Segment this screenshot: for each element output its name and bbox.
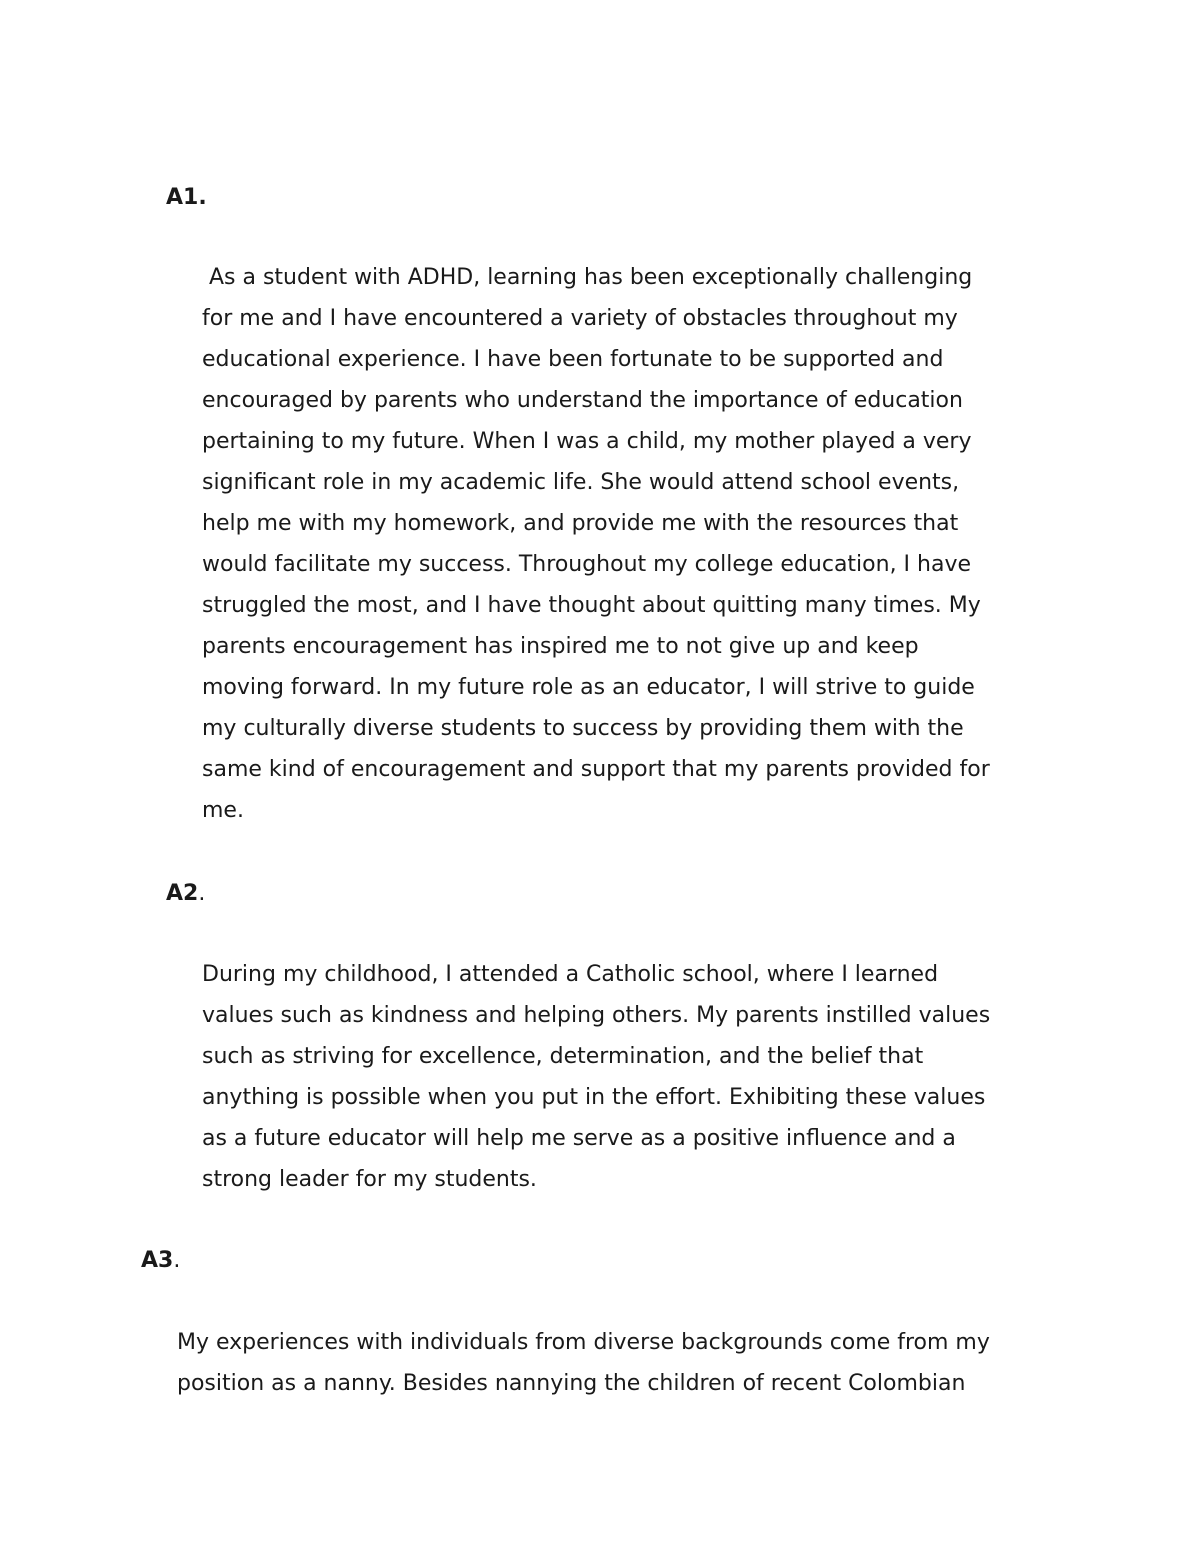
paragraph-line: encouraged by parents who understand the importance of education xyxy=(202,388,963,413)
paragraph-line: as a future educator will help me serve as a positive influence and a xyxy=(202,1126,956,1151)
paragraph-line: significant role in my academic life. She would attend school events, xyxy=(202,470,960,495)
paragraph-line: values such as kindness and helping others. My parents instilled values xyxy=(202,1003,991,1028)
section-heading-a3 xyxy=(141,1247,180,1275)
paragraph-line: parents encouragement has inspired me to not give up and keep xyxy=(202,634,919,659)
paragraph-line: My experiences with individuals from diverse backgrounds come from my xyxy=(177,1330,990,1355)
paragraph-line: anything is possible when you put in the effort. Exhibiting these values xyxy=(202,1085,986,1110)
paragraph-line: my culturally diverse students to success by providing them with the xyxy=(202,716,964,741)
paragraph-line: help me with my homework, and provide me with the resources that xyxy=(202,511,959,536)
paragraph-line: position as a nanny. Besides nannying the children of recent Colombian xyxy=(177,1371,966,1396)
paragraph-line: me. xyxy=(202,798,244,823)
paragraph-line: would facilitate my success. Throughout my college education, I have xyxy=(202,552,972,577)
heading-label: A2 xyxy=(166,881,199,906)
paragraph-line: moving forward. In my future role as an educator, I will strive to guide xyxy=(202,675,975,700)
section-paragraph-a3 xyxy=(177,1322,1077,1404)
heading-punct: . xyxy=(198,881,206,906)
paragraph-line: struggled the most, and I have thought about quitting many times. My xyxy=(202,593,981,618)
paragraph-line: same kind of encouragement and support that my parents provided for xyxy=(202,757,990,782)
heading-label: A3 xyxy=(141,1248,174,1273)
section-paragraph-a2 xyxy=(202,954,1082,1200)
heading-punct: . xyxy=(173,1248,181,1273)
paragraph-line: educational experience. I have been fortunate to be supported and xyxy=(202,347,944,372)
section-paragraph-a1 xyxy=(202,257,1082,831)
heading-label: A1 xyxy=(166,185,199,210)
section-heading-a2 xyxy=(166,880,205,908)
heading-punct: . xyxy=(198,185,207,210)
section-heading-a1 xyxy=(166,184,207,212)
paragraph-line: strong leader for my students. xyxy=(202,1167,537,1192)
paragraph-line: pertaining to my future. When I was a child, my mother played a very xyxy=(202,429,972,454)
paragraph-line: As a student with ADHD, learning has been exceptionally challenging xyxy=(202,265,973,290)
paragraph-line: for me and I have encountered a variety of obstacles throughout my xyxy=(202,306,958,331)
paragraph-line: such as striving for excellence, determination, and the belief that xyxy=(202,1044,924,1069)
paragraph-line: During my childhood, I attended a Catholic school, where I learned xyxy=(202,962,939,987)
